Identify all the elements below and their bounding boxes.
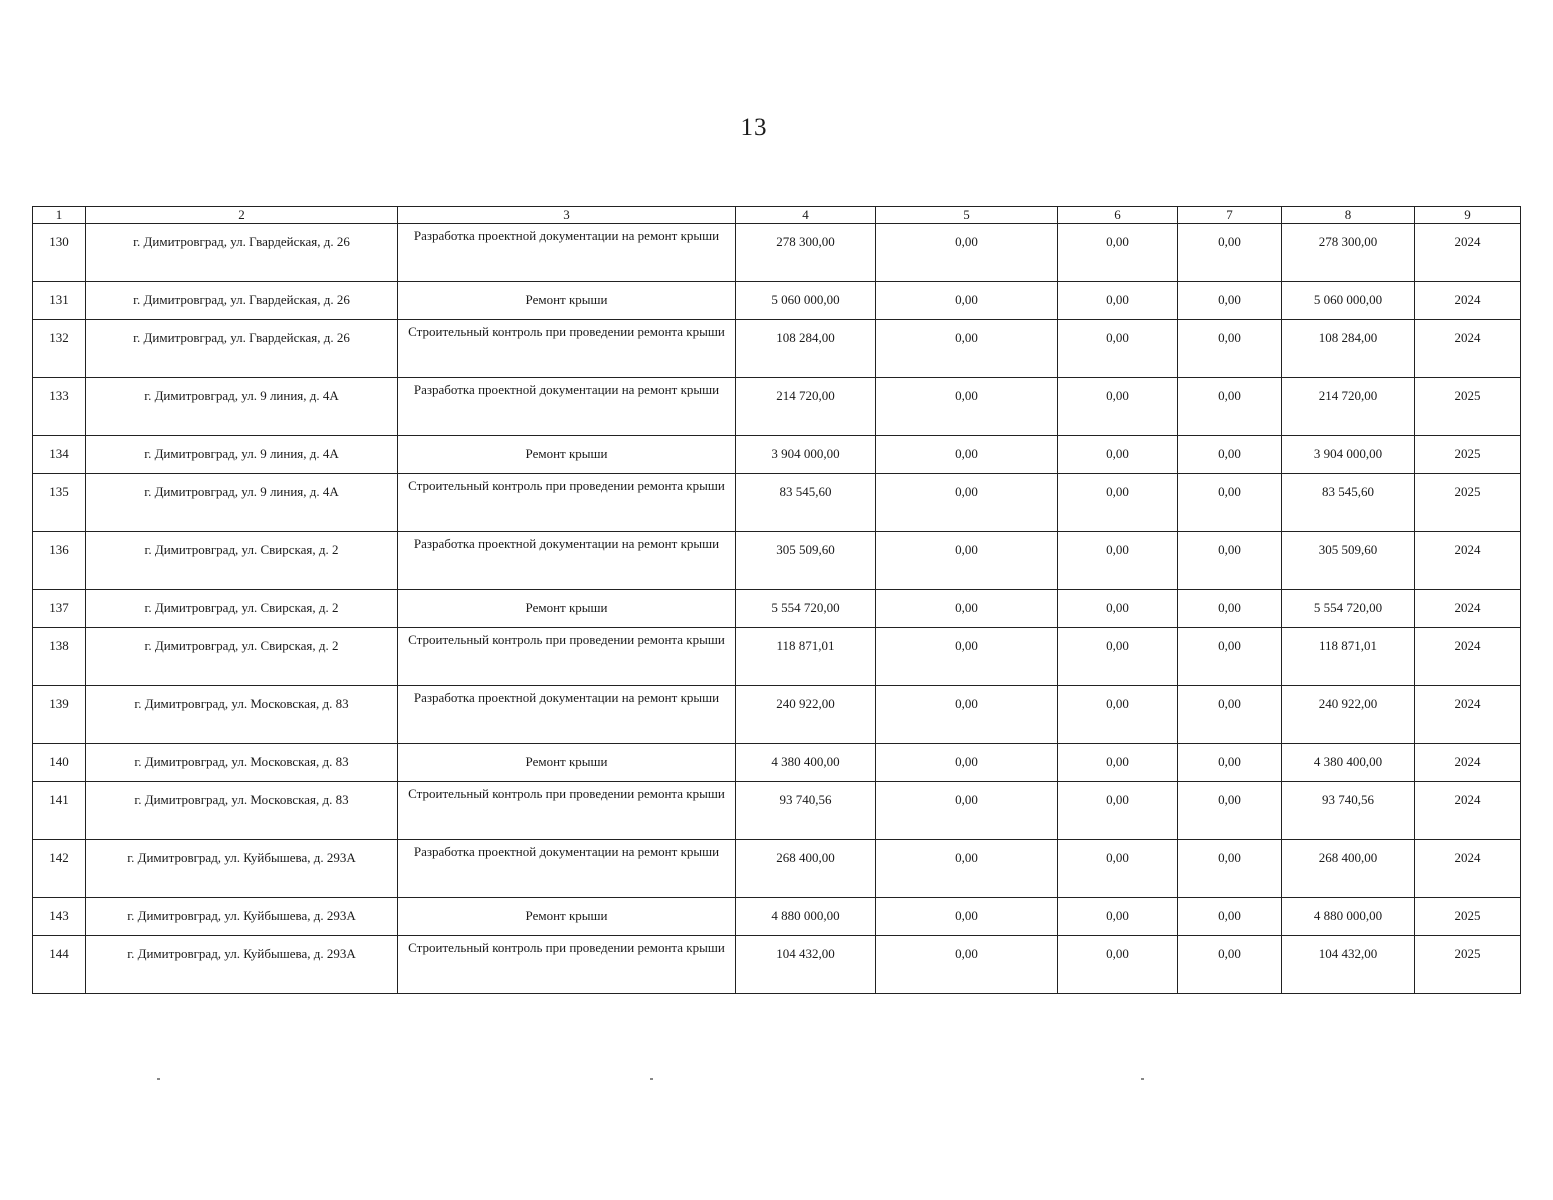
total-cost-cell: 305 509,60 (736, 532, 876, 590)
col5-cell: 0,00 (876, 898, 1058, 936)
col7-cell: 0,00 (1178, 686, 1282, 744)
col7-cell: 0,00 (1178, 898, 1282, 936)
column-number-row (33, 207, 1521, 224)
table-row (33, 378, 1521, 436)
col7-cell: 0,00 (1178, 320, 1282, 378)
year-cell: 2024 (1415, 628, 1521, 686)
work-type-cell: Строительный контроль при проведении ремонта крыши (398, 474, 736, 532)
col6-cell: 0,00 (1058, 590, 1178, 628)
column-header: 6 (1058, 207, 1178, 224)
col7-cell: 0,00 (1178, 936, 1282, 994)
table-row (33, 744, 1521, 782)
total-cost-cell: 240 922,00 (736, 686, 876, 744)
row-number: 140 (33, 744, 86, 782)
year-cell: 2025 (1415, 378, 1521, 436)
col8-cost-cell: 278 300,00 (1282, 224, 1415, 282)
col8-cost-cell: 3 904 000,00 (1282, 436, 1415, 474)
year-cell: 2025 (1415, 474, 1521, 532)
table-row (33, 686, 1521, 744)
total-cost-cell: 5 060 000,00 (736, 282, 876, 320)
scan-speck (1141, 1078, 1144, 1080)
col8-cost-cell: 118 871,01 (1282, 628, 1415, 686)
table-row (33, 224, 1521, 282)
col8-cost-cell: 214 720,00 (1282, 378, 1415, 436)
address-cell: г. Димитровград, ул. Куйбышева, д. 293А (86, 840, 398, 898)
total-cost-cell: 93 740,56 (736, 782, 876, 840)
col5-cell: 0,00 (876, 744, 1058, 782)
row-number: 136 (33, 532, 86, 590)
work-type-cell: Ремонт крыши (398, 744, 736, 782)
col8-cost-cell: 5 554 720,00 (1282, 590, 1415, 628)
row-number: 132 (33, 320, 86, 378)
total-cost-cell: 214 720,00 (736, 378, 876, 436)
col8-cost-cell: 93 740,56 (1282, 782, 1415, 840)
row-number: 143 (33, 898, 86, 936)
year-cell: 2024 (1415, 282, 1521, 320)
row-number: 131 (33, 282, 86, 320)
column-header: 9 (1415, 207, 1521, 224)
col6-cell: 0,00 (1058, 840, 1178, 898)
col5-cell: 0,00 (876, 840, 1058, 898)
row-number: 137 (33, 590, 86, 628)
col7-cell: 0,00 (1178, 782, 1282, 840)
col5-cell: 0,00 (876, 474, 1058, 532)
year-cell: 2024 (1415, 686, 1521, 744)
column-header: 1 (33, 207, 86, 224)
address-cell: г. Димитровград, ул. Гвардейская, д. 26 (86, 320, 398, 378)
col8-cost-cell: 268 400,00 (1282, 840, 1415, 898)
total-cost-cell: 118 871,01 (736, 628, 876, 686)
address-cell: г. Димитровград, ул. Московская, д. 83 (86, 782, 398, 840)
col6-cell: 0,00 (1058, 744, 1178, 782)
table-row (33, 840, 1521, 898)
column-header: 8 (1282, 207, 1415, 224)
column-header: 5 (876, 207, 1058, 224)
table-row (33, 936, 1521, 994)
work-type-cell: Разработка проектной документации на ремонт крыши (398, 224, 736, 282)
table-row (33, 898, 1521, 936)
row-number: 134 (33, 436, 86, 474)
row-number: 141 (33, 782, 86, 840)
col6-cell: 0,00 (1058, 628, 1178, 686)
row-number: 135 (33, 474, 86, 532)
year-cell: 2024 (1415, 590, 1521, 628)
row-number: 139 (33, 686, 86, 744)
col6-cell: 0,00 (1058, 224, 1178, 282)
work-type-cell: Ремонт крыши (398, 898, 736, 936)
table-row (33, 474, 1521, 532)
year-cell: 2025 (1415, 936, 1521, 994)
col8-cost-cell: 240 922,00 (1282, 686, 1415, 744)
work-type-cell: Строительный контроль при проведении ремонта крыши (398, 628, 736, 686)
address-cell: г. Димитровград, ул. Свирская, д. 2 (86, 590, 398, 628)
total-cost-cell: 3 904 000,00 (736, 436, 876, 474)
col7-cell: 0,00 (1178, 474, 1282, 532)
work-type-cell: Ремонт крыши (398, 436, 736, 474)
col7-cell: 0,00 (1178, 628, 1282, 686)
address-cell: г. Димитровград, ул. 9 линия, д. 4А (86, 474, 398, 532)
col5-cell: 0,00 (876, 590, 1058, 628)
year-cell: 2024 (1415, 840, 1521, 898)
col6-cell: 0,00 (1058, 686, 1178, 744)
total-cost-cell: 4 880 000,00 (736, 898, 876, 936)
work-type-cell: Строительный контроль при проведении ремонта крыши (398, 782, 736, 840)
col8-cost-cell: 305 509,60 (1282, 532, 1415, 590)
table-row (33, 436, 1521, 474)
address-cell: г. Димитровград, ул. 9 линия, д. 4А (86, 378, 398, 436)
row-number: 142 (33, 840, 86, 898)
address-cell: г. Димитровград, ул. Гвардейская, д. 26 (86, 224, 398, 282)
address-cell: г. Димитровград, ул. Гвардейская, д. 26 (86, 282, 398, 320)
work-type-cell: Разработка проектной документации на ремонт крыши (398, 378, 736, 436)
col8-cost-cell: 108 284,00 (1282, 320, 1415, 378)
total-cost-cell: 278 300,00 (736, 224, 876, 282)
col5-cell: 0,00 (876, 936, 1058, 994)
col7-cell: 0,00 (1178, 532, 1282, 590)
table-row (33, 590, 1521, 628)
col7-cell: 0,00 (1178, 590, 1282, 628)
col5-cell: 0,00 (876, 378, 1058, 436)
repair-schedule-table (32, 206, 1521, 994)
year-cell: 2024 (1415, 224, 1521, 282)
column-header: 2 (86, 207, 398, 224)
col5-cell: 0,00 (876, 628, 1058, 686)
address-cell: г. Димитровград, ул. 9 линия, д. 4А (86, 436, 398, 474)
total-cost-cell: 4 380 400,00 (736, 744, 876, 782)
col6-cell: 0,00 (1058, 532, 1178, 590)
total-cost-cell: 268 400,00 (736, 840, 876, 898)
work-type-cell: Разработка проектной документации на ремонт крыши (398, 840, 736, 898)
total-cost-cell: 104 432,00 (736, 936, 876, 994)
col6-cell: 0,00 (1058, 474, 1178, 532)
col7-cell: 0,00 (1178, 840, 1282, 898)
col8-cost-cell: 5 060 000,00 (1282, 282, 1415, 320)
table-row (33, 282, 1521, 320)
year-cell: 2024 (1415, 320, 1521, 378)
work-type-cell: Строительный контроль при проведении ремонта крыши (398, 320, 736, 378)
column-header: 7 (1178, 207, 1282, 224)
address-cell: г. Димитровград, ул. Куйбышева, д. 293А (86, 898, 398, 936)
address-cell: г. Димитровград, ул. Куйбышева, д. 293А (86, 936, 398, 994)
col8-cost-cell: 83 545,60 (1282, 474, 1415, 532)
col7-cell: 0,00 (1178, 282, 1282, 320)
table-row (33, 782, 1521, 840)
work-type-cell: Ремонт крыши (398, 282, 736, 320)
col5-cell: 0,00 (876, 282, 1058, 320)
scan-speck (650, 1078, 653, 1080)
col8-cost-cell: 104 432,00 (1282, 936, 1415, 994)
col6-cell: 0,00 (1058, 378, 1178, 436)
total-cost-cell: 83 545,60 (736, 474, 876, 532)
table-row (33, 628, 1521, 686)
table-row (33, 320, 1521, 378)
column-header: 4 (736, 207, 876, 224)
row-number: 138 (33, 628, 86, 686)
column-header: 3 (398, 207, 736, 224)
address-cell: г. Димитровград, ул. Свирская, д. 2 (86, 532, 398, 590)
year-cell: 2024 (1415, 782, 1521, 840)
scan-speck (157, 1078, 160, 1080)
total-cost-cell: 5 554 720,00 (736, 590, 876, 628)
year-cell: 2024 (1415, 744, 1521, 782)
work-type-cell: Разработка проектной документации на ремонт крыши (398, 532, 736, 590)
work-type-cell: Ремонт крыши (398, 590, 736, 628)
col5-cell: 0,00 (876, 224, 1058, 282)
col5-cell: 0,00 (876, 532, 1058, 590)
col5-cell: 0,00 (876, 320, 1058, 378)
col5-cell: 0,00 (876, 436, 1058, 474)
page-number: 13 (740, 114, 768, 141)
col8-cost-cell: 4 880 000,00 (1282, 898, 1415, 936)
col5-cell: 0,00 (876, 782, 1058, 840)
total-cost-cell: 108 284,00 (736, 320, 876, 378)
year-cell: 2025 (1415, 898, 1521, 936)
col6-cell: 0,00 (1058, 898, 1178, 936)
table-row (33, 532, 1521, 590)
year-cell: 2025 (1415, 436, 1521, 474)
col6-cell: 0,00 (1058, 936, 1178, 994)
row-number: 133 (33, 378, 86, 436)
address-cell: г. Димитровград, ул. Московская, д. 83 (86, 686, 398, 744)
col7-cell: 0,00 (1178, 744, 1282, 782)
col6-cell: 0,00 (1058, 282, 1178, 320)
year-cell: 2024 (1415, 532, 1521, 590)
row-number: 144 (33, 936, 86, 994)
col6-cell: 0,00 (1058, 436, 1178, 474)
work-type-cell: Разработка проектной документации на ремонт крыши (398, 686, 736, 744)
row-number: 130 (33, 224, 86, 282)
address-cell: г. Димитровград, ул. Московская, д. 83 (86, 744, 398, 782)
work-type-cell: Строительный контроль при проведении ремонта крыши (398, 936, 736, 994)
col7-cell: 0,00 (1178, 436, 1282, 474)
address-cell: г. Димитровград, ул. Свирская, д. 2 (86, 628, 398, 686)
col5-cell: 0,00 (876, 686, 1058, 744)
col7-cell: 0,00 (1178, 378, 1282, 436)
col7-cell: 0,00 (1178, 224, 1282, 282)
col6-cell: 0,00 (1058, 782, 1178, 840)
col6-cell: 0,00 (1058, 320, 1178, 378)
col8-cost-cell: 4 380 400,00 (1282, 744, 1415, 782)
